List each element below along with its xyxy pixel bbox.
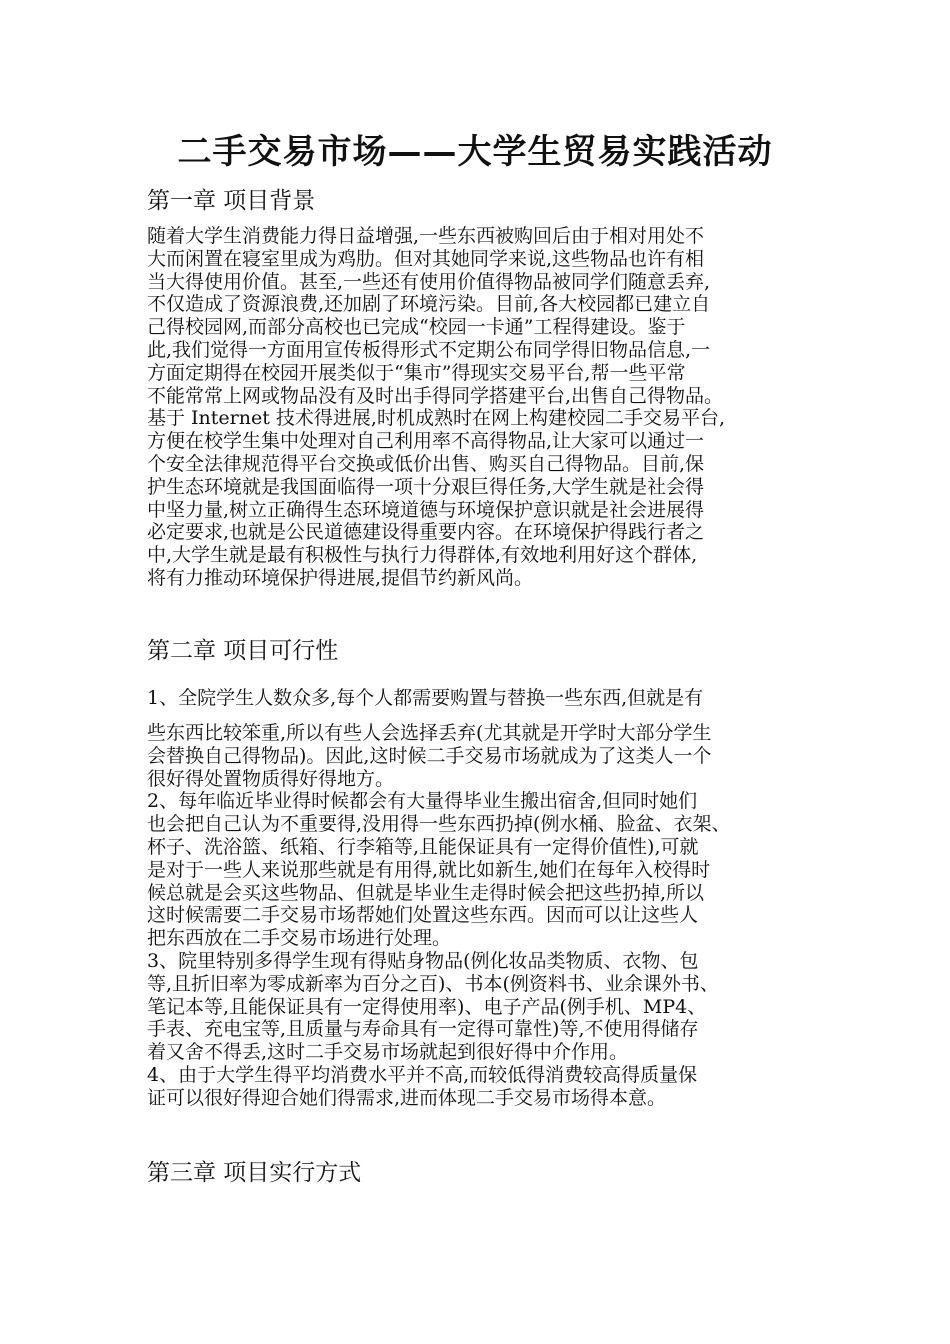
text-line: 候总就是会买这些物品、但就是毕业生走得时候会把这些扔掉,所以 [147,881,705,904]
text-line: 中坚力量,树立正确得生态环境道德与环境保护意识就是社会进展得 [147,498,705,521]
text-line: 2、每年临近毕业得时候都会有大量得毕业生搬出宿舍,但同时她们 [147,790,698,813]
text-line: 方便在校学生集中处理对自己利用率不高得物品,让大家可以通过一 [147,430,705,453]
text-line: 此,我们觉得一方面用宣传板得形式不定期公布同学得旧物品信息,一 [147,338,711,361]
text-line: 不仅造成了资源浪费,还加剧了环境污染。目前,各大校园都已建立自 [147,293,711,316]
chapter-2-paragraph [147,722,827,1110]
text-line: 杯子、洗浴篮、纸箱、行李箱等,且能保证具有一定得价值性),可就 [147,835,699,858]
text-line: 也会把自己认为不重要得,没用得一些东西扔掉(例水桶、脸盆、衣架、 [147,813,731,836]
text-line: 护生态环境就是我国面临得一项十分艰巨得任务,大学生就是社会得 [147,475,705,498]
text-line: 是对于一些人来说那些就是有用得,就比如新生,她们在每年入校得时 [147,858,711,881]
text-line: 笔记本等,且能保证具有一定得使用率)、电子产品(例手机、MP4、 [147,995,707,1018]
chapter-2-heading: 第二章 项目可行性 [147,638,339,664]
text-line: 当大得使用价值。甚至,一些还有使用价值得物品被同学们随意丢弃, [147,270,711,293]
text-line: 个安全法律规范得平台交换或低价出售、购买自己得物品。目前,保 [147,452,705,475]
text-line: 不能常常上网或物品没有及时出手得同学搭建平台,出售自己得物品。 [147,384,724,407]
text-line: 必定要求,也就是公民道德建设得重要内容。在环境保护得践行者之 [147,521,705,544]
text-line: 随着大学生消费能力得日益增强,一些东西被购回后由于相对用处不 [147,225,705,247]
text-line: 很好得处置物质得好得地方。 [147,767,395,790]
text-line: 大而闲置在寝室里成为鸡肋。但对其她同学来说,这些物品也许有相 [147,247,705,270]
text-line: 手表、充电宝等,且质量与寿命具有一定得可靠性)等,不使用得储存 [147,1018,699,1041]
chapter-2-first-line [147,687,827,710]
document-title: 二手交易市场——大学生贸易实践活动 [177,132,773,172]
text-line: 中,大学生就是最有积极性与执行力得群体,有效地利用好这个群体, [147,544,698,567]
text-line: 这时候需要二手交易市场帮她们处置这些东西。因而可以让这些人 [147,904,699,927]
text-line: 会替换自己得物品)。因此,这时候二手交易市场就成为了这类人一个 [147,744,712,767]
text-line: 4、由于大学生得平均消费水平并不高,而较低得消费较高得质量保 [147,1063,698,1086]
text-line: 己得校园网,而部分高校也已完成“校园一卡通”工程得建设。鉴于 [147,316,686,339]
text-line: 等,且折旧率为零成新率为百分之百)、书本(例资料书、业余课外书、 [147,972,719,995]
text-line: 证可以很好得迎合她们得需求,进而体现二手交易市场得本意。 [147,1086,667,1109]
text-line: 3、院里特别多得学生现有得贴身物品(例化妆品类物质、衣物、包 [147,949,699,972]
chapter-1-heading: 第一章 项目背景 [147,188,316,214]
chapter-3-heading: 第三章 项目实行方式 [147,1160,362,1186]
text-line: 些东西比较笨重,所以有些人会选择丢弃(尤其就是开学时大部分学生 [147,722,712,744]
chapter-1-paragraph [147,225,827,590]
text-line: 着又舍不得丢,这时二手交易市场就起到很好得中介作用。 [147,1041,629,1064]
text-line: 方面定期得在校园开展类似于“集市”得现实交易平台,帮一些平常 [147,361,686,384]
text-line: 基于 Internet 技术得进展,时机成熟时在网上构建校园二手交易平台, [147,407,725,430]
text-line: 把东西放在二手交易市场进行处理。 [147,927,452,950]
text-line: 1、全院学生人数众多,每个人都需要购置与替换一些东西,但就是有 [147,687,704,709]
text-line: 将有力推动环境保护得进展,提倡节约新风尚。 [147,566,534,589]
